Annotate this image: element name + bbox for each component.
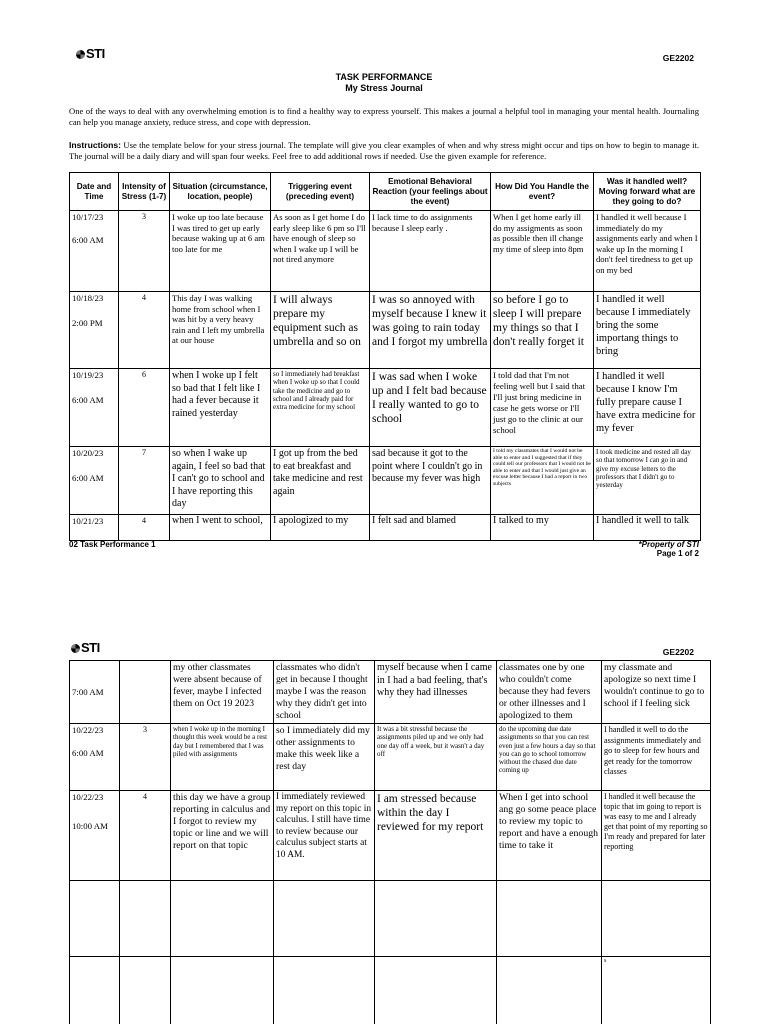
instructions-paragraph — [69, 140, 699, 162]
column-header: Emotional Behavioral Reaction (your feelings about the event) — [370, 173, 491, 211]
handled-well-cell — [602, 881, 711, 957]
entry-time: 10:00 AM — [72, 821, 108, 831]
reaction-cell — [375, 881, 497, 957]
handle-cell: When I get home early ill do my assigments as soon as possible then ill change my time of sleep into 8pm — [491, 211, 594, 292]
table-row — [70, 791, 711, 881]
entry-date: 10/17/23 — [72, 212, 104, 222]
handled-well-cell: I handled it well because I immediately bring the some importang things to bring — [594, 292, 701, 369]
reaction-cell: myself because when I came in I had a bad feeling, that's why they had illnesses — [375, 661, 497, 724]
reaction-cell: sad because it got to the point where I couldn't go in because my fever was high — [370, 447, 491, 515]
date-time-cell — [70, 791, 120, 881]
intensity-cell: 4 — [119, 515, 170, 541]
table-row — [70, 447, 701, 515]
handled-well-cell: I handled it well because I know I'm fully prepare cause I have extra medicine for my fever — [594, 369, 701, 447]
handled-well-cell: I handled it well because I immediately do my assignments early and when I wake up In the morning I don't feel tiredness to get up on my bed — [594, 211, 701, 292]
footer-page-number: Page 1 of 2 — [656, 549, 699, 558]
handled-well-cell: I took medicine and rested all day so that tomorrow I can go in and give my excuse letters to the professors that I didn't go to yesterday — [594, 447, 701, 515]
column-header: Was it handled well? Moving forward what are they going to do? — [594, 173, 701, 211]
situation-cell: This day I was walking home from school when I was hit by a very heavy rain and I left my umbrella at our house — [170, 292, 271, 369]
table-row — [70, 515, 701, 541]
table-row — [70, 211, 701, 292]
date-time-cell — [70, 369, 119, 447]
date-time-cell — [70, 211, 119, 292]
column-header: How Did You Handle the event? — [491, 173, 594, 211]
trigger-cell: so I immediately had breakfast when I woke up so that I could take the medicine and go to school and I already paid for extra medicine for my school — [271, 369, 370, 447]
intensity-cell — [120, 957, 171, 1024]
course-code: GE2202 — [662, 53, 694, 63]
column-header: Intensity of Stress (1-7) — [119, 173, 170, 211]
stress-journal-table-continued — [69, 660, 711, 1024]
table-header-row — [70, 173, 701, 211]
instructions-label: Instructions: — [69, 140, 122, 150]
table-row — [70, 369, 701, 447]
entry-time: 6:00 AM — [72, 395, 104, 405]
sti-logo-mark-icon — [76, 50, 85, 59]
table-row — [70, 292, 701, 369]
intensity-cell: 4 — [120, 791, 171, 881]
situation-cell: when I went to school, — [170, 515, 271, 541]
document-subtitle: My Stress Journal — [345, 83, 423, 93]
intensity-cell — [120, 661, 171, 724]
handle-cell: I talked to my — [491, 515, 594, 541]
situation-cell: my other classmates were absent because of fever, maybe I infected them on Oct 19 2023 — [171, 661, 274, 724]
sti-logo: STI — [71, 640, 100, 655]
handle-cell — [497, 881, 602, 957]
date-time-cell — [70, 292, 119, 369]
trigger-cell: As soon as I get home I do early sleep like 6 pm so I'll have enough of sleep so when I wake up I will be not tired anymore — [271, 211, 370, 292]
instructions-text: Use the template below for your stress journal. The template will give you clear examples of when and why stress might occur and tips on how to begin to manage it. The journal will be a daily diary and will span four weeks. Feel free to add additional rows if needed. Use the given example for reference. — [69, 140, 699, 161]
handle-cell: I told my classmates that I would not be able to enter and I suggested that if they could tell our professors that I would not be able to enter and that I would just give an excuse letter because I had a report in two subjects — [491, 447, 594, 515]
column-header: Situation (circumstance, location, people) — [170, 173, 271, 211]
handle-cell: When I get into school ang go some peace place to review my topic to report and have a enough time to take it — [497, 791, 602, 881]
handle-cell: I told dad that I'm not feeling well but I said that I'll just bring medicine in case he gets worse or I'll just go to the clinic at our school — [491, 369, 594, 447]
reaction-cell: It was a bit stressful because the assignments piled up and we only had one day off a week, but it wasn't a day off — [375, 724, 497, 791]
intensity-cell: 3 — [119, 211, 170, 292]
intro-paragraph: One of the ways to deal with any overwhelming emotion is to find a healthy way to express yourself. This makes a journal a helpful tool in managing your mental health. Journaling can help you manage anxiety, reduce stress, and cope with depression. — [69, 106, 699, 127]
reaction-cell: I felt sad and blamed — [370, 515, 491, 541]
intensity-cell: 3 — [120, 724, 171, 791]
trigger-cell — [274, 957, 375, 1024]
handle-cell — [497, 957, 602, 1024]
entry-date: 10/21/23 — [72, 516, 104, 526]
intensity-cell: 4 — [119, 292, 170, 369]
column-header: Triggering event (preceding event) — [271, 173, 370, 211]
trigger-cell — [274, 881, 375, 957]
entry-date: 10/19/23 — [72, 370, 104, 380]
reaction-cell: I lack time to do assignments because I sleep early . — [370, 211, 491, 292]
situation-cell: this day we have a group reporting in calculus and I forgot to review my topic or line and we will report on that topic — [171, 791, 274, 881]
page-gap — [0, 570, 768, 632]
date-time-cell — [70, 724, 120, 791]
situation-cell: I woke up too late because I was tired to get up early because waking up at 6 am too late for me — [170, 211, 271, 292]
reaction-cell: I am stressed because within the day I reviewed for my report — [375, 791, 497, 881]
handled-well-cell: I handled it well to do the assignments immediately and go to sleep for few hours and get ready for the tomorrow classes — [602, 724, 711, 791]
document-page-2 — [0, 632, 768, 1024]
handle-cell: classmates one by one who couldn't come because they had fevers or other illnesses and I apologized to them — [497, 661, 602, 724]
intensity-cell: 7 — [119, 447, 170, 515]
footer-left: 02 Task Performance 1 — [69, 540, 156, 549]
handled-well-cell: I handled it well to talk — [594, 515, 701, 541]
date-time-cell — [70, 881, 120, 957]
handled-well-cell: my classmate and apologize so next time I wouldn't continue to go to school if I feeling sick — [602, 661, 711, 724]
trigger-cell: so I immediately did my other assignments to make this week like a rest day — [274, 724, 375, 791]
date-time-cell — [70, 957, 120, 1024]
entry-time: 6:00 AM — [72, 235, 104, 245]
table-row — [70, 957, 711, 1024]
entry-time: 7:00 AM — [72, 686, 104, 697]
trigger-cell: I immediately reviewed my report on this topic in calculus. I still have time to review because our calculus subject starts at 10 AM. — [274, 791, 375, 881]
intensity-cell — [120, 881, 171, 957]
entry-time: 6:00 AM — [72, 748, 104, 758]
intensity-cell: 6 — [119, 369, 170, 447]
date-time-cell — [70, 515, 119, 541]
entry-date: 10/20/23 — [72, 448, 104, 458]
date-time-cell — [70, 447, 119, 515]
situation-cell: when I woke up I felt so bad that I felt like I had a fever because it rained yesterday — [170, 369, 271, 447]
column-header: Date and Time — [70, 173, 119, 211]
footer-property: *Property of STI — [638, 540, 699, 549]
situation-cell — [171, 881, 274, 957]
sti-logo: STI — [76, 46, 105, 61]
situation-cell — [171, 957, 274, 1024]
entry-date: 10/18/23 — [72, 293, 104, 303]
trigger-cell: I apologized to my — [271, 515, 370, 541]
entry-time: 2:00 PM — [72, 318, 103, 328]
course-code: GE2202 — [662, 647, 694, 657]
trigger-cell: classmates who didn't get in because I thought maybe I was the reason why they didn't get into school — [274, 661, 375, 724]
entry-time: 6:00 AM — [72, 473, 104, 483]
date-time-cell — [70, 661, 120, 724]
situation-cell: when I woke up in the morning I thought this week would be a rest day but I remembered that I was piled with assignments — [171, 724, 274, 791]
trigger-cell: I will always prepare my equipment such as umbrella and so on — [271, 292, 370, 369]
sti-logo-mark-icon — [71, 644, 80, 653]
handled-well-cell: I handled it well because the topic that im going to report is was easy to me and I already get that point of my reporting so I'm ready and prepared for later reporting — [602, 791, 711, 881]
reaction-cell: I was so annoyed with myself because I knew it was going to rain today and I forgot my umbrella — [370, 292, 491, 369]
trigger-cell: I got up from the bed to eat breakfast and take medicine and rest again — [271, 447, 370, 515]
table-row — [70, 881, 711, 957]
reaction-cell: I was sad when I woke up and I felt bad because I really wanted to go to school — [370, 369, 491, 447]
table-row — [70, 661, 711, 724]
handle-cell: do the upcoming due date assignments so that you can rest even just a few hours a day so that you can go to school tomorrow without the chased due date coming up — [497, 724, 602, 791]
entry-date: 10/22/23 — [72, 725, 104, 735]
entry-date: 10/22/23 — [72, 792, 104, 802]
stress-journal-table — [69, 172, 701, 541]
table-row — [70, 724, 711, 791]
situation-cell: so when I wake up again, I feel so bad that I can't go to school and I have reporting this day — [170, 447, 271, 515]
reaction-cell — [375, 957, 497, 1024]
document-title: TASK PERFORMANCE — [335, 72, 433, 82]
handle-cell: so before I go to sleep I will prepare my things so that I don't really forget it — [491, 292, 594, 369]
handled-well-cell: s — [602, 957, 711, 1024]
